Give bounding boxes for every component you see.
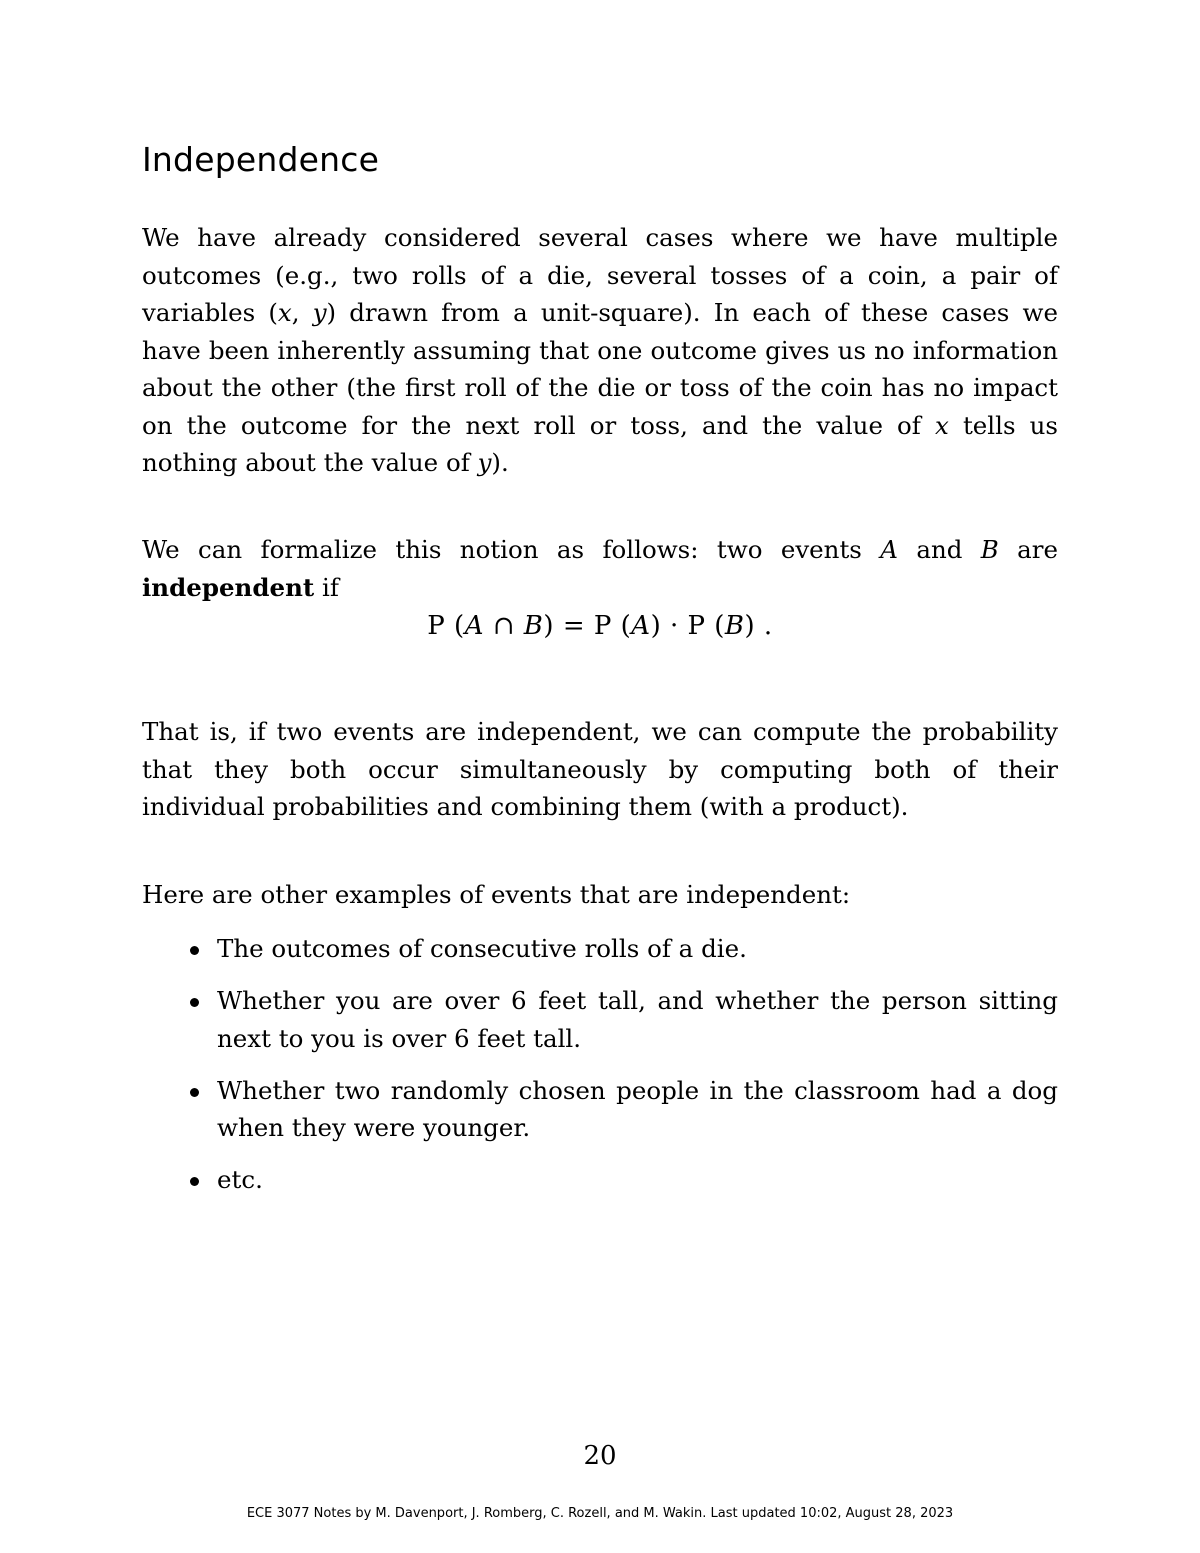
list-item-text: Whether you are over 6 feet tall, and whether the person sitting next to you is over 6 feet tall. <box>217 986 1058 1053</box>
list-item-text: etc. <box>217 1165 263 1194</box>
bullet-icon <box>190 946 199 955</box>
equation-part: ) · P ( <box>650 611 725 641</box>
math-variable-y: y <box>477 448 492 477</box>
text-run: if <box>314 572 339 602</box>
equation-part: ) . <box>744 611 773 641</box>
bullet-icon <box>190 1177 199 1186</box>
math-variable-b: B <box>724 611 745 641</box>
section-heading: Independence <box>142 140 380 179</box>
list-item <box>142 982 1058 1057</box>
bullet-icon <box>190 998 199 1007</box>
text-run: We can formalize this notion as follows: two events <box>142 535 881 564</box>
text-run: and <box>897 535 981 564</box>
list-item <box>142 1072 1058 1147</box>
paragraph-intro <box>142 219 1058 482</box>
math-variable-a: A <box>880 535 898 564</box>
list-item-text: Whether two randomly chosen people in the classroom had a dog when they were younger. <box>217 1075 1058 1142</box>
math-variable-x: x <box>935 410 949 440</box>
math-variable-b: B <box>523 611 544 641</box>
independence-equation <box>0 606 1200 646</box>
math-variable-a: A <box>464 611 484 641</box>
list-item <box>142 930 1058 968</box>
text-run: are <box>998 535 1058 564</box>
math-variable-a: A <box>631 611 651 641</box>
paragraph-explanation: That is, if two events are independent, we can compute the probability that they both occur simultaneously by computing both of their individual probabilities and combining them (with a product). <box>142 717 1058 821</box>
paragraph-definition <box>142 531 1058 606</box>
list-item-text: The outcomes of consecutive rolls of a die. <box>217 934 747 963</box>
list-item <box>142 1161 1058 1199</box>
text-run: , <box>291 298 313 327</box>
text-run: ) drawn from a unit-square). In each of these cases we have been inherently assuming that one outcome gives us no information about the other (the first roll of the die or toss of the coin has no impact on the outcome for the next roll or toss, and the value of <box>142 298 1058 440</box>
text-run: ). <box>491 448 509 477</box>
examples-list <box>142 930 1058 1213</box>
text-run: We have already considered several cases where we have multiple outcomes (e.g., two rolls of a die, several tosses of a coin, a pair of variables ( <box>142 223 1058 327</box>
equation-part: ) = P ( <box>543 611 632 641</box>
paragraph-examples-intro: Here are other examples of events that are independent: <box>142 880 851 909</box>
bullet-icon <box>190 1088 199 1097</box>
defined-term: independent <box>142 572 315 602</box>
math-variable-x: x <box>277 298 292 327</box>
math-variable-y: y <box>312 298 327 327</box>
equation-part: P ( <box>427 611 465 641</box>
page-number: 20 <box>583 1441 617 1471</box>
math-variable-b: B <box>980 535 999 564</box>
intersection-symbol: ∩ <box>483 611 524 641</box>
text-run: tells us nothing about the value of <box>142 410 1058 477</box>
page-footer: ECE 3077 Notes by M. Davenport, J. Romberg, C. Rozell, and M. Wakin. Last updated 10:02, August 28, 2023 <box>246 1506 954 1521</box>
